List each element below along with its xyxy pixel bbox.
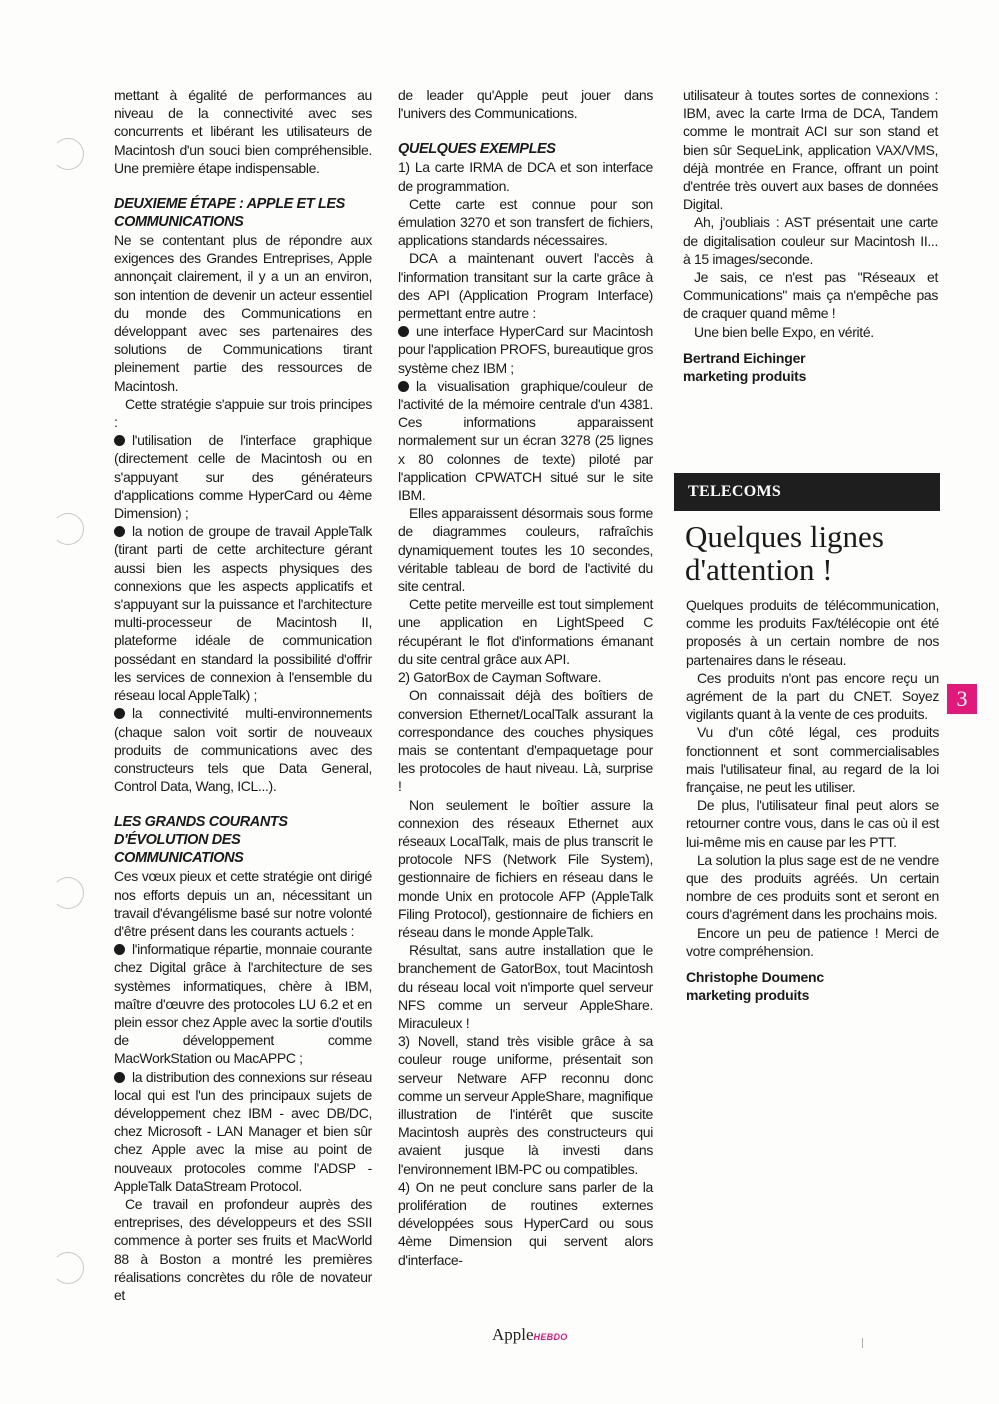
footer-brand: Apple <box>492 1325 534 1344</box>
section-heading: LES GRANDS COURANTS D'ÉVOLUTION DES COMMUNICATIONS <box>114 814 288 867</box>
bullet-item: la distribution des connexions sur réseau local qui est l'un des principaux sujets de développement chez IBM - avec DB/DC, chez Microsoft - LAN Manager et bien sûr chez Apple avec la mise au point de nouveaux protocoles comme l'ADSP - AppleTalk DataStream Protocol. <box>114 1068 372 1194</box>
paragraph: DCA a maintenant ouvert l'accès à l'information transitant sur la carte grâce à des API (Application Program Interface) permettant entre autre : <box>398 250 653 322</box>
telecoms-article-body <box>686 596 939 1004</box>
paragraph: Ces vœux pieux et cette stratégie ont dirigé nos efforts depuis un an, nécessitant un travail d'évangélisme basé sur notre volonté d'être présent dans les courants actuels : <box>114 868 372 939</box>
paragraph: Cette stratégie s'appuie sur trois principes : <box>114 395 372 431</box>
section-label-bar: TELECOMS <box>674 473 940 511</box>
author-name: Bertrand Eichinger <box>683 349 806 366</box>
bullet-item: l'utilisation de l'interface graphique (directement celle de Macintosh ou en s'appuyant sur des générateurs d'applications comme HyperCard ou 4ème Dimension) ; <box>114 432 372 522</box>
paragraph: Une bien belle Expo, en vérité. <box>694 323 874 340</box>
paragraph: 1) La carte IRMA de DCA et son interface de programmation. <box>398 159 653 194</box>
paragraph: Résultat, sans autre installation que le branchement de GatorBox, tout Macintosh du réseau local voit n'importe quel serveur NFS comme un serveur AppleShare. Miraculeux ! <box>398 942 653 1031</box>
bullet-icon <box>398 381 409 392</box>
article-column-1 <box>114 86 372 1304</box>
footer-sub: HEBDO <box>533 1332 568 1342</box>
paragraph: Elles apparaissent désormais sous forme de diagrammes couleurs, rafraîchis dynamiquement toutes les 10 secondes, véritable tableau de bord de l'activité du site central. <box>398 505 653 595</box>
paragraph: La solution la plus sage est de ne vendre que des produits agréés. Un certain nombre de ces produits sont et seront en cours d'agrément dans les prochains mois. <box>686 851 939 923</box>
paragraph: Encore un peu de patience ! Merci de votre compréhension. <box>686 924 939 959</box>
bullet-item: une interface HyperCard sur Macintosh pour l'application PROFS, bureautique gros système chez IBM ; <box>398 323 653 376</box>
paragraph: utilisateur à toutes sortes de connexions : IBM, avec la carte Irma de DCA, Tandem comme le montrait ACI sur son stand et bien sûr SequeLink, application VAX/VMS, déjà montrée en France, offrant un point d'entrée très ouvert aux bases de données Digital. <box>683 87 938 213</box>
paragraph: On connaissait déjà des boîtiers de conversion Ethernet/LocalTalk assurant la correspondance des couches physiques mais se contentant d'empaquetage pour les protocoles de haut niveau. Là, surprise ! <box>398 687 653 795</box>
page-number-tab: 3 <box>947 684 977 714</box>
section-heading: DEUXIEME ÉTAPE : APPLE ET LES COMMUNICATIONS <box>114 196 345 231</box>
paragraph: Quelques produits de télécommunication, comme les produits Fax/télécopie ont été proposés à un certain nombre de nos partenaires dans le réseau. <box>686 597 939 668</box>
paragraph: Ces produits n'ont pas encore reçu un agrément de la part du CNET. Soyez vigilants quant à la vente de ces produits. <box>686 669 939 723</box>
paragraph: Ne se contentant plus de répondre aux exigences des Grandes Entreprises, Apple annonçait clairement, il y a un an environ, son intention de devenir un acteur essentiel du monde des Communications en développant avec ses partenaires des solutions de Communications tirant pleinement partie des ressources de Macintosh. <box>114 232 372 394</box>
bullet-icon <box>398 326 409 337</box>
author-name: Christophe Doumenc <box>686 969 824 986</box>
paragraph: Je sais, ce n'est pas "Réseaux et Communications" mais ça n'empêche pas de craquer quand même ! <box>683 269 938 322</box>
crop-mark <box>862 1338 863 1348</box>
binder-hole <box>52 138 84 170</box>
paragraph: Cette carte est connue pour son émulation 3270 et son transfert de fichiers, applications standards nécessaires. <box>398 195 653 249</box>
paragraph: 4) On ne peut conclure sans parler de la prolifération de routines externes développées sous HyperCard ou sous 4ème Dimension qui servent alors d'interface- <box>398 1178 653 1268</box>
footer-logo <box>492 1325 568 1345</box>
paragraph: De plus, l'utilisateur final peut alors se retourner contre vous, dans le cas où il est lui-même mis en cause par les PTT. <box>686 797 939 850</box>
bullet-item: la notion de groupe de travail AppleTalk (tirant parti de cette architecture gérant aussi bien les aspects physiques des connexions que les aspects applicatifs et s'appuyant sur la puissance et l'architecture multi-processeur de Macintosh II, plateforme idéale de communication possédant en standard la possibilité d'offrir les services de connexion à l'ensemble du réseau local AppleTalk) ; <box>114 523 372 704</box>
article-column-2 <box>398 86 653 1269</box>
paragraph: de leader qu'Apple peut jouer dans l'univers des Communications. <box>398 87 653 122</box>
paragraph: 2) GatorBox de Cayman Software. <box>398 669 602 686</box>
paragraph: Cette petite merveille est tout simplement une application en LightSpeed C récupérant le flot d'informations émanant du site central grâce aux API. <box>398 596 653 667</box>
bullet-icon <box>114 435 125 446</box>
bullet-item: la connectivité multi-environnements (chaque salon voit sortir de nouveaux produits de communications avec des constructeurs tels que Data General, Control Data, Wang, ICL...). <box>114 705 372 795</box>
bullet-icon <box>114 526 125 537</box>
author-role: marketing produits <box>683 368 807 385</box>
paragraph: 3) Novell, stand très visible grâce à sa couleur rouge uniforme, présentait son serveur Netware AFP reconnu donc comme un serveur AppleShare, magnifique illustration de l'intérêt que suscite Macintosh auprès des constructeurs qui avaient jusque là investi dans l'environnement IBM-PC ou compatibles. <box>398 1033 653 1177</box>
bullet-item: l'informatique répartie, monnaie courante chez Digital grâce à l'architecture de ses systèmes informatiques, chère à IBM, maître d'œuvre des protocoles LU 6.2 et en plein essor chez Apple avec la sortie d'outils de développement comme MacWorkStation ou MacAPPC ; <box>114 941 372 1067</box>
paragraph: Non seulement le boîtier assure la connexion des réseaux Ethernet aux réseaux LocalTalk, mais de plus transcrit le protocole NFS (Network File System), gestionnaire de fichiers en réseau dans le monde Unix en protocole AFP (AppleTalk Filing Protocol), gestionnaire de fichiers en réseau dans le monde AppleTalk. <box>398 796 653 940</box>
paragraph: Ah, j'oubliais : AST présentait une carte de digitalisation couleur sur Macintosh II... à 15 images/seconde. <box>683 214 938 267</box>
binder-hole <box>52 877 84 909</box>
section-heading: QUELQUES EXEMPLES <box>398 141 556 158</box>
bullet-icon <box>114 708 125 719</box>
binder-hole <box>52 1252 84 1284</box>
bullet-icon <box>114 944 125 955</box>
article-headline: Quelques lignes d'attention ! <box>685 519 884 587</box>
paragraph: Ce travail en profondeur auprès des entreprises, des développeurs et des SSII commence à porter ses fruits et MacWorld 88 à Boston a montré les premières réalisations concrètes du rôle de novateur et <box>114 1195 372 1303</box>
bullet-item: la visualisation graphique/couleur de l'activité de la mémoire centrale d'un 4381. Ces informations apparaissent normalement sur un écran 3278 (25 lignes x 80 colonnes de texte) piloté par l'application CPWATCH situé sur le site IBM. <box>398 377 653 504</box>
binder-hole <box>52 513 84 545</box>
paragraph: Vu d'un côté légal, ces produits fonctionnent et sont commercialisables mais l'utilisateur final, au regard de la loi française, ne peut les utiliser. <box>686 724 939 796</box>
author-role: marketing produits <box>686 987 810 1004</box>
paragraph: mettant à égalité de performances au niveau de la connectivité avec ses concurrents et libérant les utilisateurs de Macintosh d'un souci bien compréhensible. Une première étape indispensable. <box>114 87 372 176</box>
bullet-icon <box>114 1072 125 1083</box>
article-column-3 <box>683 86 938 385</box>
